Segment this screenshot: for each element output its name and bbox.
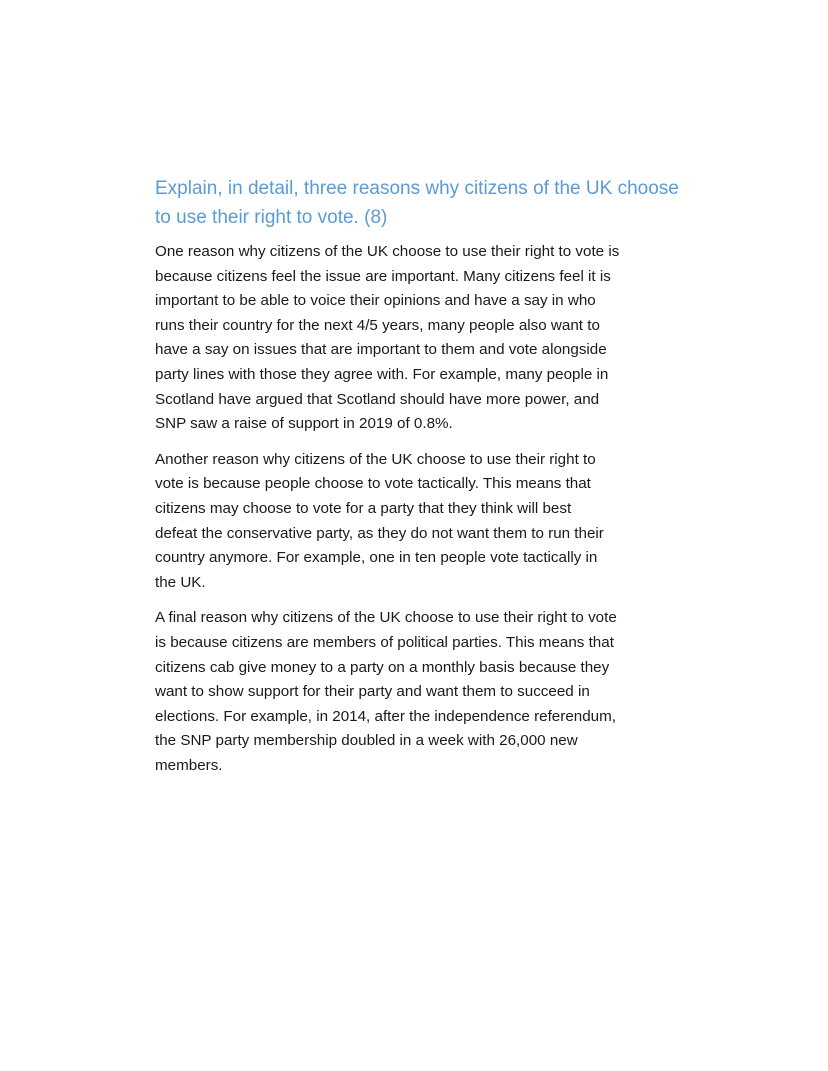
question-heading: Explain, in detail, three reasons why citizens of the UK choose to use their right to vote. (8) (155, 178, 679, 228)
paragraph-reason-two: Another reason why citizens of the UK choose to use their right to vote is because people choose to vote tactically. This means that citizens may choose to vote for a party that they think will best defeat the conservative party, as they do not want them to run their country anymore. For example, one in ten people vote tactically in the UK. (155, 450, 604, 591)
paragraph-reason-three: A final reason why citizens of the UK choose to use their right to vote is because citizens are members of political parties. This means that citizens cab give money to a party on a monthly basis because they want to show support for their party and want them to succeed in elections. For example, in 2014, after the independence referendum, the SNP party membership doubled in a week with 26,000 new members. (155, 609, 617, 774)
document-body (155, 174, 695, 789)
paragraph-reason-one: One reason why citizens of the UK choose to use their right to vote is because citizens feel the issue are important. Many citizens feel it is important to be able to voice their opinions and have a say in who runs their country for the next 4/5 years, many people also want to have a say on issues that are important to them and vote alongside party lines with those they agree with. For example, many people in Scotland have argued that Scotland should have more power, and SNP saw a raise of support in 2019 of 0.8%. (155, 243, 620, 433)
